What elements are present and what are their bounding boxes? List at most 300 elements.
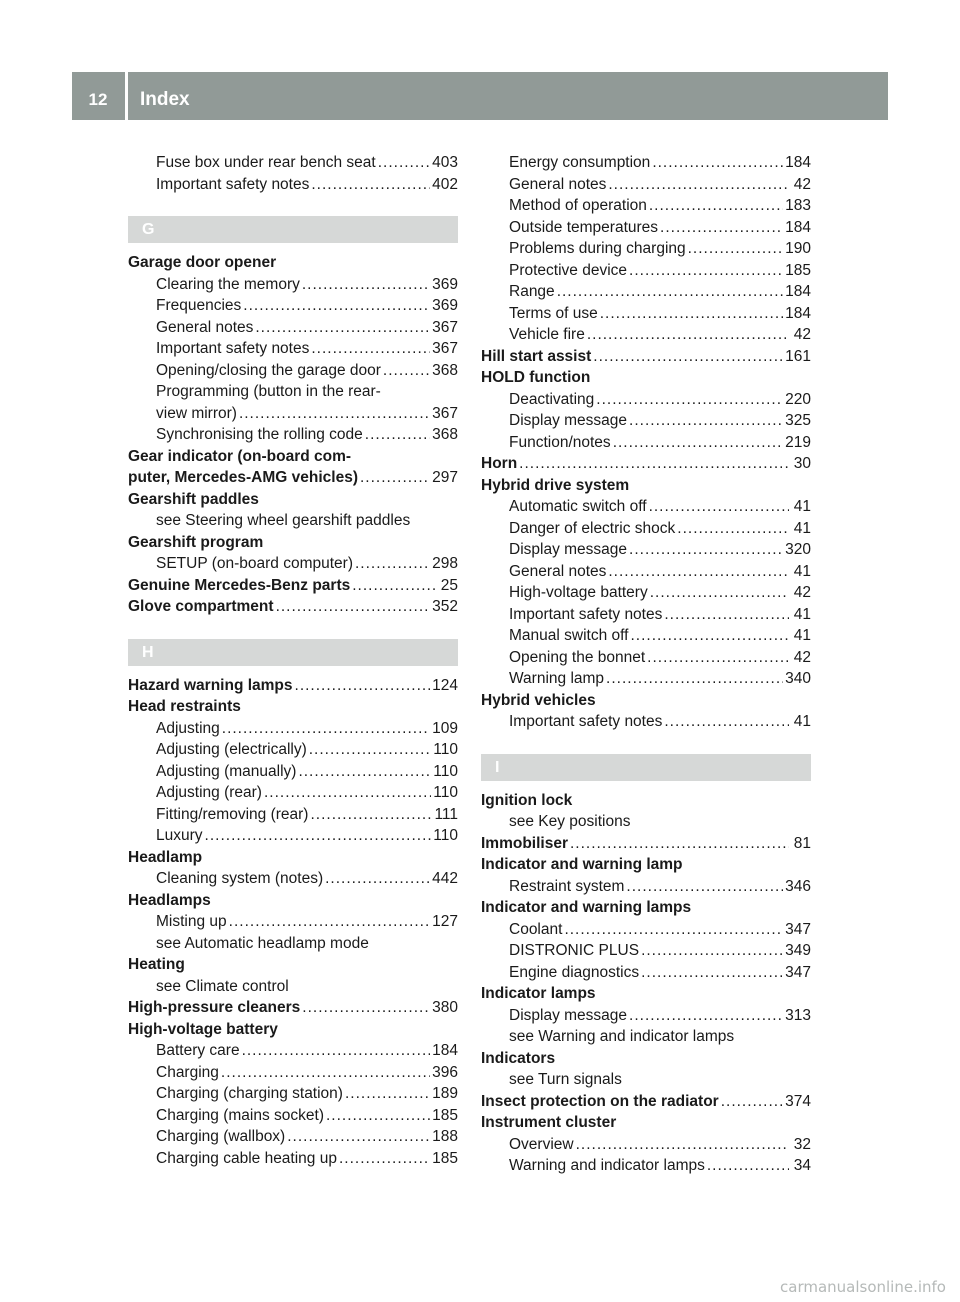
- dot-leader: [600, 303, 783, 325]
- entry-text: Important safety notes: [509, 713, 663, 730]
- dot-leader: [222, 718, 430, 740]
- page-reference: 110: [433, 762, 458, 780]
- entry-text: Problems during charging: [509, 240, 686, 257]
- dot-leader: [677, 518, 789, 540]
- entry-text: view mirror): [156, 404, 237, 422]
- entry-text: Heating: [128, 956, 185, 973]
- dot-leader: [688, 238, 784, 260]
- index-subentry: [481, 260, 811, 282]
- entry-text: Programming (button in the rear-: [156, 383, 381, 400]
- index-entry: [128, 890, 458, 912]
- index-entry: [481, 367, 811, 389]
- page-reference: 42: [793, 175, 811, 193]
- index-subentry: [128, 553, 458, 575]
- dot-leader: [302, 997, 430, 1019]
- entry-text: Gear indicator (on-board com-: [128, 447, 352, 465]
- dot-leader: [287, 1126, 430, 1148]
- entry-text: Indicator and warning lamp: [481, 856, 683, 873]
- entry-text: Deactivating: [509, 390, 595, 408]
- index-subentry: [481, 281, 811, 303]
- dot-leader: [264, 782, 431, 804]
- entry-text: Adjusting (rear): [156, 784, 262, 801]
- dot-leader: [630, 625, 789, 647]
- dot-leader: [664, 711, 789, 733]
- index-subentry: [128, 338, 458, 360]
- entry-text: Immobiliser: [481, 834, 568, 852]
- index-subentry: [481, 324, 811, 346]
- index-subentry: [481, 940, 811, 962]
- entry-text: Adjusting (manually): [156, 762, 297, 780]
- entry-text: Headlamps: [128, 891, 211, 909]
- dot-leader: [255, 317, 430, 339]
- page-reference: 185: [785, 261, 811, 279]
- page-reference: 41: [793, 713, 811, 730]
- page-reference: 42: [793, 584, 811, 601]
- entry-text: see Key positions: [509, 813, 631, 830]
- section-heading: H: [128, 639, 458, 666]
- dot-leader: [564, 919, 783, 941]
- entry-text: Misting up: [156, 913, 227, 930]
- index-entry: [481, 854, 811, 876]
- dot-leader: [650, 582, 789, 604]
- page-reference: 184: [785, 218, 811, 236]
- page-reference: 298: [432, 555, 458, 572]
- index-subentry: [481, 432, 811, 454]
- index-subentry: [481, 604, 811, 626]
- page-reference: 110: [433, 741, 458, 758]
- entry-text: see Steering wheel gearshift paddles: [156, 512, 411, 529]
- index-subentry: [481, 496, 811, 518]
- dot-leader: [309, 739, 432, 761]
- index-column-left: [128, 152, 458, 1169]
- dot-leader: [325, 868, 430, 890]
- entry-text: High-voltage battery: [128, 1020, 278, 1038]
- entry-text: General notes: [509, 175, 607, 193]
- page-reference: 184: [785, 154, 811, 171]
- dot-leader: [608, 174, 789, 196]
- entry-text: Adjusting (electrically): [156, 741, 307, 758]
- entry-text: Luxury: [156, 827, 203, 844]
- entry-text: Battery care: [156, 1042, 240, 1059]
- entry-text: Fuse box under rear bench seat: [156, 154, 376, 171]
- index-subentry: [128, 317, 458, 339]
- index-entry: [481, 790, 811, 812]
- page-reference: 367: [432, 340, 458, 357]
- page-reference: 369: [432, 297, 458, 314]
- dot-leader: [339, 1148, 430, 1170]
- header-divider: [125, 72, 128, 120]
- index-entry: [128, 446, 458, 468]
- entry-text: Overview: [509, 1135, 574, 1153]
- page-reference: 81: [793, 834, 811, 852]
- dot-leader: [593, 346, 783, 368]
- dot-leader: [360, 467, 430, 489]
- page-number: 12: [88, 90, 108, 109]
- page-reference: 124: [432, 676, 458, 694]
- entry-text: puter, Mercedes-AMG vehicles): [128, 469, 358, 486]
- dot-leader: [613, 432, 783, 454]
- index-subentry: [128, 933, 458, 955]
- page-reference: 313: [785, 1006, 811, 1024]
- entry-text: Head restraints: [128, 698, 241, 715]
- entry-text: Engine diagnostics: [509, 963, 640, 981]
- index-subentry: [128, 274, 458, 296]
- index-subentry: [128, 510, 458, 532]
- index-entry: [481, 983, 811, 1005]
- section-heading: I: [481, 754, 811, 781]
- dot-leader: [383, 360, 430, 382]
- page-reference: 41: [793, 562, 811, 580]
- entry-text: Glove compartment: [128, 598, 274, 615]
- entry-text: Energy consumption: [509, 154, 651, 171]
- index-subentry: [128, 718, 458, 740]
- page-reference: 374: [785, 1092, 811, 1110]
- index-subentry: [481, 152, 811, 174]
- page-reference: 367: [432, 404, 458, 422]
- page-reference: 347: [785, 963, 811, 981]
- dot-leader: [664, 604, 789, 626]
- entry-text: General notes: [509, 562, 607, 580]
- index-subentry: [128, 761, 458, 783]
- index-entry: [481, 1091, 811, 1113]
- index-subentry: [128, 782, 458, 804]
- index-entry: [128, 532, 458, 554]
- dot-leader: [707, 1155, 789, 1177]
- index-subentry: [481, 625, 811, 647]
- index-entry: [128, 954, 458, 976]
- index-subentry: [481, 238, 811, 260]
- page-reference: 41: [793, 519, 811, 537]
- index-entry: [128, 847, 458, 869]
- index-entry: [481, 690, 811, 712]
- entry-text: Hill start assist: [481, 347, 592, 365]
- page-reference: 25: [440, 576, 458, 594]
- index-subentry: [481, 174, 811, 196]
- entry-text: Headlamp: [128, 848, 203, 866]
- page-reference: 188: [432, 1128, 458, 1145]
- entry-text: Important safety notes: [509, 605, 663, 623]
- index-subentry: [481, 561, 811, 583]
- entry-text: Vehicle fire: [509, 326, 585, 343]
- dot-leader: [576, 1134, 789, 1156]
- index-subentry: [481, 217, 811, 239]
- index-subentry: [128, 360, 458, 382]
- page-reference: 320: [785, 541, 811, 558]
- index-subentry: [481, 1134, 811, 1156]
- dot-leader: [626, 876, 783, 898]
- page-reference: 41: [793, 627, 811, 644]
- page-reference: 368: [432, 426, 458, 443]
- dot-leader: [649, 496, 789, 518]
- entry-text: Terms of use: [509, 304, 598, 322]
- entry-text: HOLD function: [481, 369, 591, 386]
- entry-text: Hazard warning lamps: [128, 676, 293, 694]
- index-subentry: [481, 668, 811, 690]
- entry-text: Hybrid drive system: [481, 476, 630, 494]
- dot-leader: [326, 1105, 430, 1127]
- index-subentry: [128, 1148, 458, 1170]
- page-reference: 347: [785, 920, 811, 938]
- page-reference: 403: [432, 154, 458, 171]
- page-reference: 185: [432, 1149, 458, 1167]
- entry-text: General notes: [156, 318, 254, 336]
- dot-leader: [295, 675, 431, 697]
- index-subentry: [128, 1105, 458, 1127]
- page-reference: 368: [432, 361, 458, 379]
- entry-text: Warning lamp: [509, 670, 605, 687]
- page-reference: 111: [434, 805, 458, 823]
- page-reference: 297: [432, 469, 458, 486]
- entry-text: DISTRONIC PLUS: [509, 942, 640, 959]
- entry-text: Fitting/removing (rear): [156, 805, 309, 823]
- entry-text: Method of operation: [509, 197, 647, 214]
- index-subentry: [481, 1155, 811, 1177]
- page-reference: 190: [785, 240, 811, 257]
- index-subentry: [481, 647, 811, 669]
- dot-leader: [302, 274, 430, 296]
- index-entry: [128, 696, 458, 718]
- entry-text: Charging (wallbox): [156, 1128, 286, 1145]
- entry-text: Indicators: [481, 1049, 556, 1067]
- index-entry: [481, 1048, 811, 1070]
- entry-text: Opening/closing the garage door: [156, 361, 381, 379]
- index-subentry: [128, 381, 458, 403]
- entry-text: Function/notes: [509, 433, 611, 451]
- entry-text: Automatic switch off: [509, 498, 647, 515]
- entry-text: Horn: [481, 455, 518, 472]
- page-reference: 41: [793, 605, 811, 623]
- dot-leader: [310, 804, 432, 826]
- page-reference: 161: [785, 347, 811, 365]
- page-reference: 219: [785, 433, 811, 451]
- entry-text: Gearshift program: [128, 533, 264, 551]
- page-reference: 32: [793, 1135, 811, 1153]
- index-subentry: [481, 1069, 811, 1091]
- entry-text: see Warning and indicator lamps: [509, 1028, 735, 1045]
- dot-leader: [606, 668, 783, 690]
- index-subentry: [128, 1126, 458, 1148]
- index-entry: [481, 897, 811, 919]
- page-title: Index: [140, 89, 190, 110]
- page-reference: 42: [793, 326, 811, 343]
- index-column-right: [481, 152, 811, 1177]
- index-subentry: [128, 911, 458, 933]
- index-subentry: [481, 711, 811, 733]
- index-entry: [128, 252, 458, 274]
- page-reference: 30: [793, 455, 811, 472]
- page-reference: 109: [432, 719, 458, 737]
- entry-text: see Automatic headlamp mode: [156, 934, 369, 952]
- entry-text: Indicator lamps: [481, 985, 596, 1002]
- index-subentry: [128, 295, 458, 317]
- dot-leader: [352, 575, 436, 597]
- page-reference: 110: [433, 827, 458, 844]
- entry-text: High-pressure cleaners: [128, 999, 301, 1016]
- entry-text: Synchronising the rolling code: [156, 426, 363, 443]
- entry-text: Charging: [156, 1063, 219, 1081]
- entry-text: Charging (charging station): [156, 1085, 343, 1102]
- entry-text: Display message: [509, 541, 628, 558]
- entry-text: Range: [509, 283, 555, 300]
- entry-text: Garage door opener: [128, 254, 277, 271]
- entry-text: Protective device: [509, 261, 628, 279]
- dot-leader: [345, 1083, 430, 1105]
- dot-leader: [557, 281, 783, 303]
- page-reference: 183: [785, 197, 811, 214]
- page-reference: 42: [793, 648, 811, 666]
- index-entry: [481, 475, 811, 497]
- index-entry: [128, 489, 458, 511]
- page-reference: 346: [785, 877, 811, 895]
- dot-leader: [242, 1040, 431, 1062]
- dot-leader: [641, 962, 783, 984]
- entry-text: see Turn signals: [509, 1071, 622, 1088]
- dot-leader: [378, 152, 430, 174]
- entry-text: Cleaning system (notes): [156, 870, 324, 887]
- entry-text: SETUP (on-board computer): [156, 555, 353, 572]
- dot-leader: [629, 260, 783, 282]
- index-subentry: [128, 1040, 458, 1062]
- entry-text: Charging (mains socket): [156, 1106, 324, 1124]
- entry-text: Indicator and warning lamps: [481, 899, 692, 916]
- index-subentry: [481, 876, 811, 898]
- page-reference: 184: [785, 283, 811, 300]
- index-subentry: [128, 804, 458, 826]
- page-reference: 184: [432, 1042, 458, 1059]
- dot-leader: [629, 539, 783, 561]
- index-entry: [128, 675, 458, 697]
- dot-leader: [519, 453, 789, 475]
- index-entry: [128, 1019, 458, 1041]
- dot-leader: [587, 324, 789, 346]
- entry-text: Genuine Mercedes-Benz parts: [128, 576, 351, 594]
- dot-leader: [311, 338, 430, 360]
- index-entry: [481, 833, 811, 855]
- entry-text: Important safety notes: [156, 340, 310, 357]
- entry-text: Opening the bonnet: [509, 648, 646, 666]
- page-reference: 442: [432, 870, 458, 887]
- index-subentry: [481, 389, 811, 411]
- index-subentry: [128, 152, 458, 174]
- index-subentry: [128, 1062, 458, 1084]
- index-subentry: [128, 739, 458, 761]
- entry-text: see Climate control: [156, 977, 289, 995]
- page-reference: 340: [785, 670, 811, 687]
- dot-leader: [570, 833, 789, 855]
- page-reference: 220: [785, 390, 811, 408]
- dot-leader: [596, 389, 783, 411]
- entry-text: Insect protection on the radiator: [481, 1092, 719, 1110]
- entry-text: Adjusting: [156, 719, 220, 737]
- dot-leader: [660, 217, 783, 239]
- index-subentry: [128, 976, 458, 998]
- page-reference: 184: [785, 304, 811, 322]
- entry-text: Ignition lock: [481, 791, 573, 809]
- index-subentry: [481, 962, 811, 984]
- index-subentry: [481, 1026, 811, 1048]
- entry-text: Gearshift paddles: [128, 490, 259, 508]
- index-entry: [481, 1112, 811, 1134]
- dot-leader: [629, 1005, 783, 1027]
- page-reference: 380: [432, 999, 458, 1016]
- dot-leader: [229, 911, 430, 933]
- dot-leader: [243, 295, 430, 317]
- entry-text: Charging cable heating up: [156, 1149, 337, 1167]
- page-reference: 367: [432, 318, 458, 336]
- dot-leader: [647, 647, 789, 669]
- index-subentry: [128, 403, 458, 425]
- entry-text: Restraint system: [509, 877, 625, 895]
- entry-text: Clearing the memory: [156, 275, 300, 293]
- index-subentry: [128, 424, 458, 446]
- entry-text: Display message: [509, 1006, 628, 1024]
- index-subentry: [481, 518, 811, 540]
- index-subentry: [481, 195, 811, 217]
- entry-text: Important safety notes: [156, 175, 310, 193]
- index-entry: [128, 596, 458, 618]
- index-entry: [128, 575, 458, 597]
- page-reference: 352: [432, 598, 458, 615]
- entry-text: Coolant: [509, 920, 563, 938]
- dot-leader: [608, 561, 789, 583]
- index-entry: [481, 453, 811, 475]
- index-subentry: [481, 811, 811, 833]
- dot-leader: [355, 553, 430, 575]
- index-entry: [481, 346, 811, 368]
- page-header: [72, 72, 888, 120]
- page-reference: 189: [432, 1085, 458, 1102]
- dot-leader: [276, 596, 431, 618]
- entry-text: Frequencies: [156, 297, 242, 314]
- dot-leader: [205, 825, 432, 847]
- entry-text: Instrument cluster: [481, 1114, 617, 1131]
- index-subentry: [128, 1083, 458, 1105]
- index-entry: [128, 997, 458, 1019]
- dot-leader: [652, 152, 783, 174]
- dot-leader: [365, 424, 430, 446]
- watermark: carmanualsonline.info: [780, 1278, 946, 1296]
- page-reference: 402: [432, 175, 458, 193]
- index-subentry: [481, 582, 811, 604]
- index-subentry: [481, 410, 811, 432]
- section-heading: G: [128, 216, 458, 243]
- index-subentry: [128, 868, 458, 890]
- index-subentry: [481, 1005, 811, 1027]
- index-subentry: [481, 919, 811, 941]
- dot-leader: [239, 403, 430, 425]
- dot-leader: [311, 174, 430, 196]
- page-reference: 369: [432, 275, 458, 293]
- entry-text: Display message: [509, 412, 628, 429]
- page-reference: 325: [785, 412, 811, 429]
- entry-text: Danger of electric shock: [509, 519, 676, 537]
- entry-text: Manual switch off: [509, 627, 629, 644]
- dot-leader: [221, 1062, 430, 1084]
- index-subentry: [128, 825, 458, 847]
- page-reference: 34: [793, 1157, 811, 1174]
- index-entry: [128, 467, 458, 489]
- entry-text: Outside temperatures: [509, 218, 659, 236]
- index-subentry: [481, 303, 811, 325]
- dot-leader: [298, 761, 431, 783]
- entry-text: Hybrid vehicles: [481, 691, 596, 709]
- dot-leader: [721, 1091, 783, 1113]
- page-reference: 127: [432, 913, 458, 930]
- index-subentry: [481, 539, 811, 561]
- entry-text: Warning and indicator lamps: [509, 1157, 705, 1174]
- index-subentry: [128, 174, 458, 196]
- page-reference: 349: [785, 942, 811, 959]
